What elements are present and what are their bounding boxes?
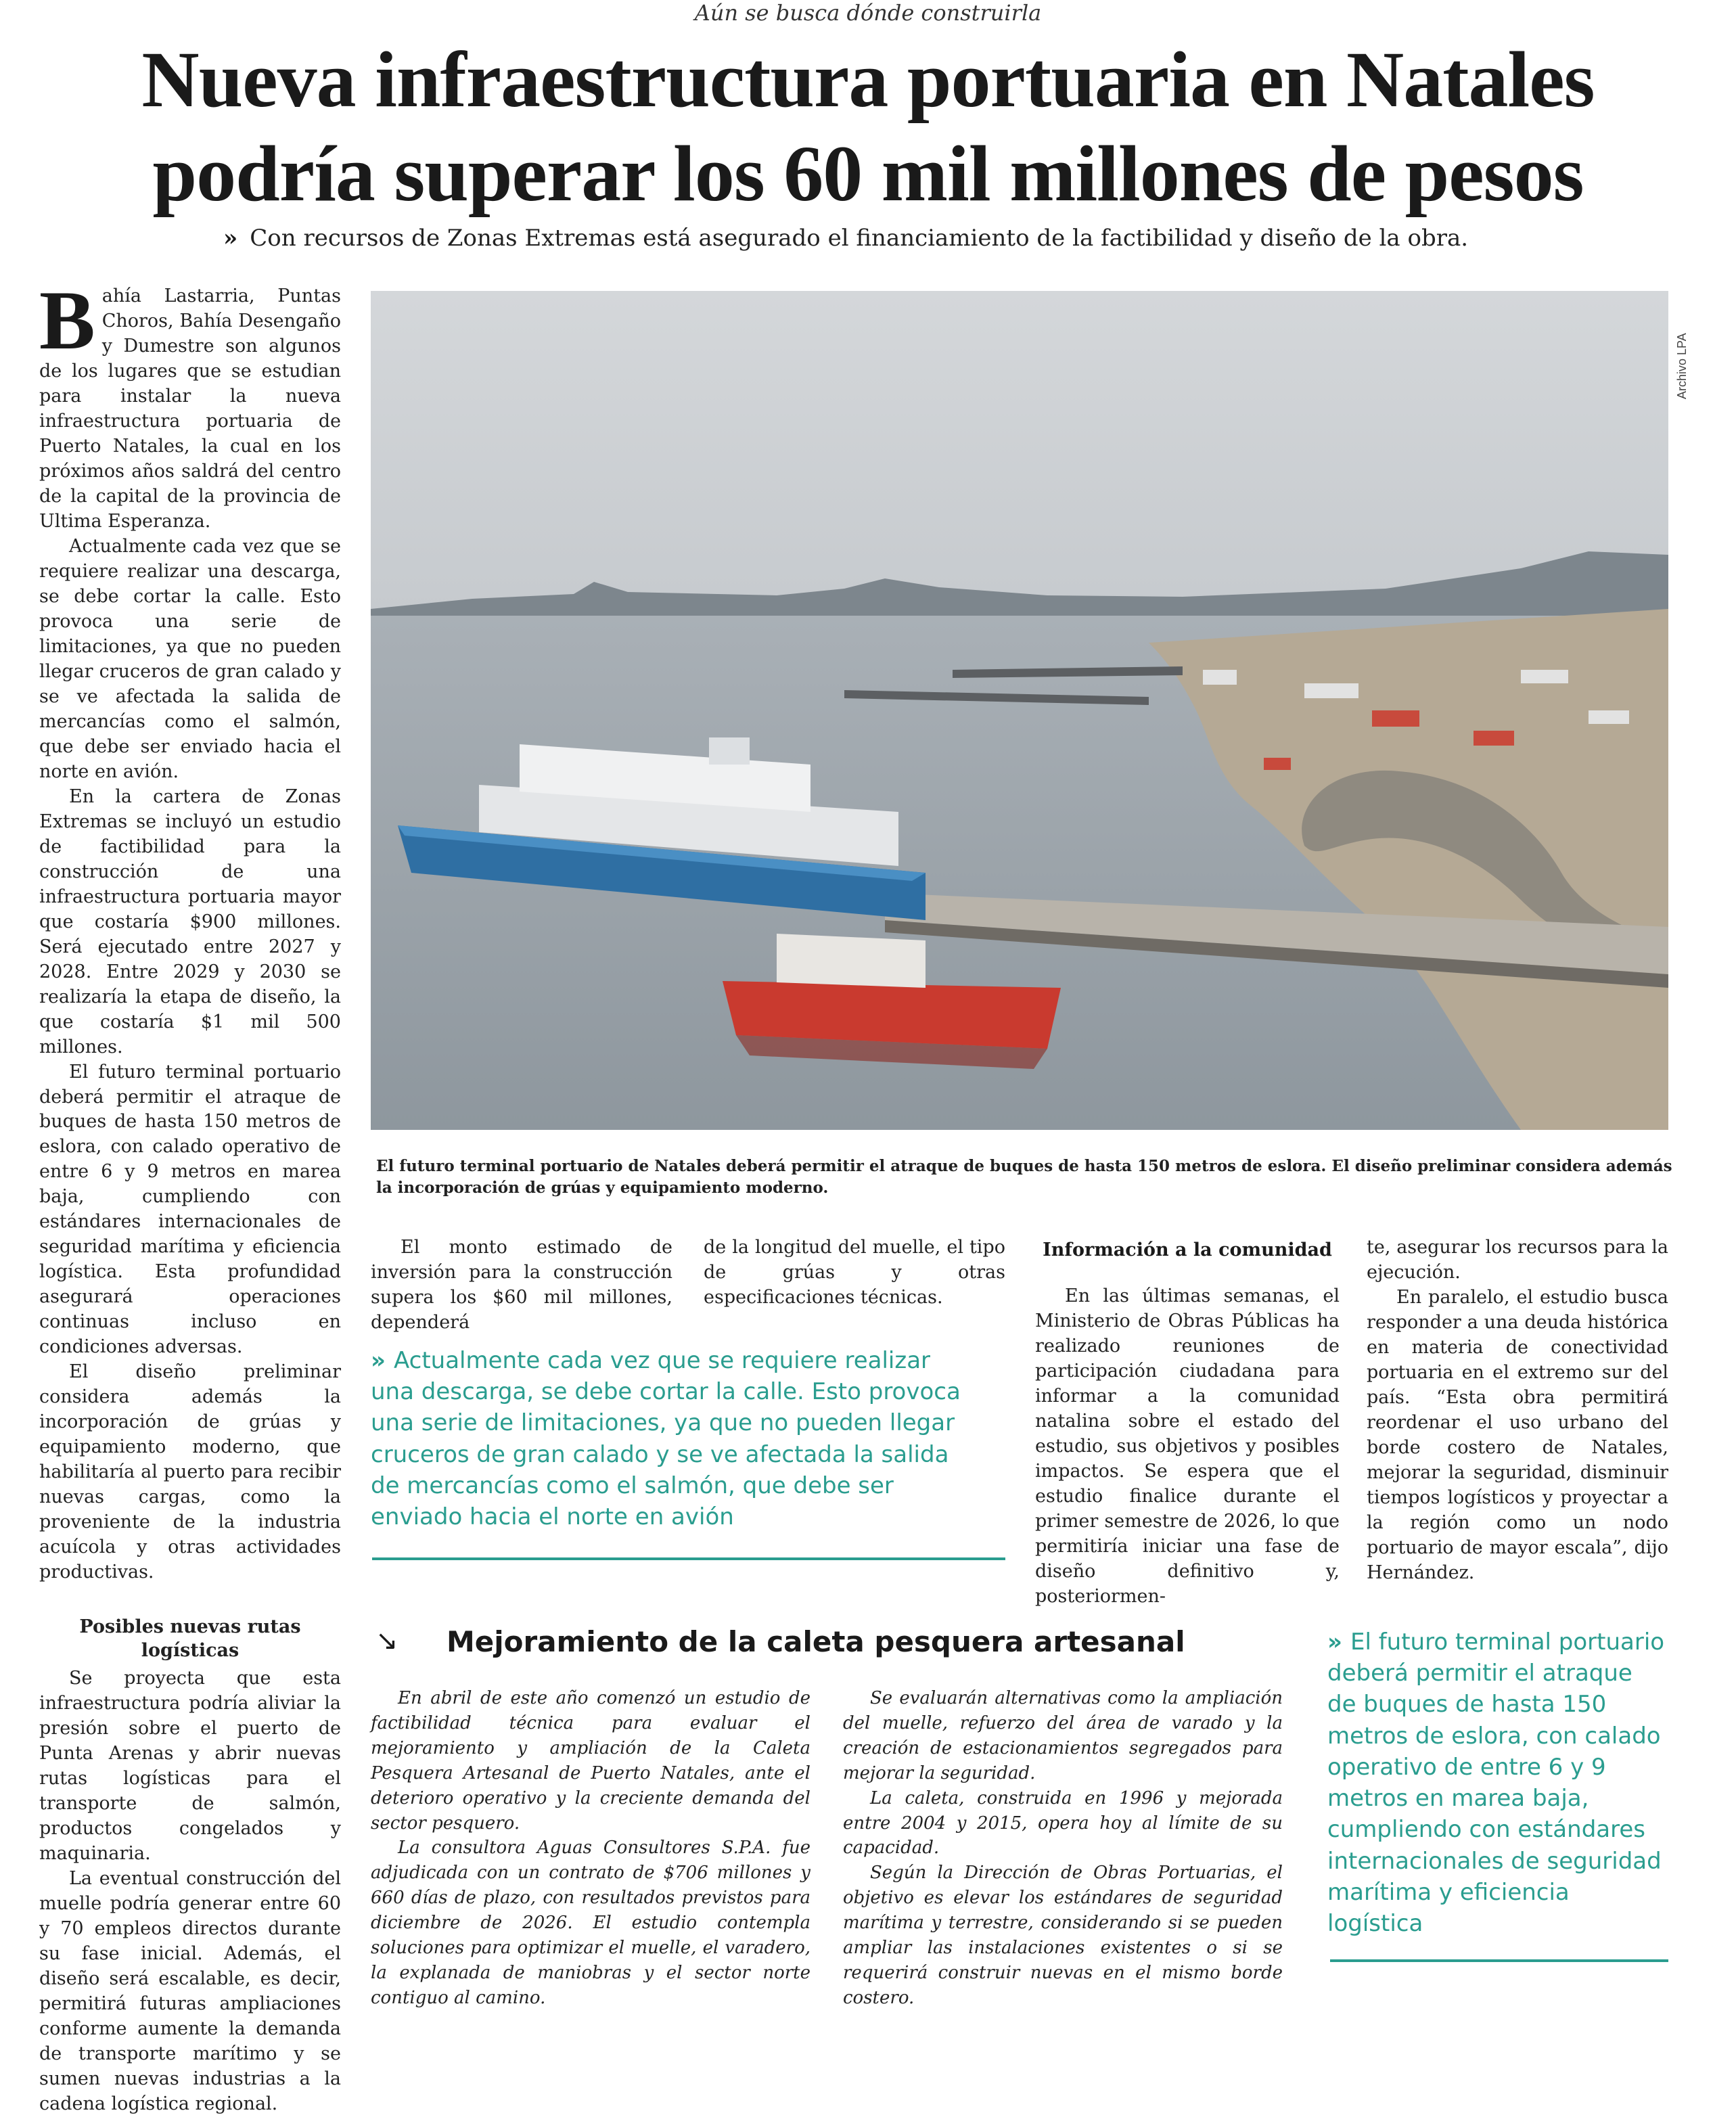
paragraph: Se proyecta que esta infraestructura podría aliviar la presión sobre el puerto de Punta Arenas y abrir nuevas rutas logísticas para el transporte de salmón, productos congelados y maquinaria. xyxy=(39,1668,341,1865)
pull-quote-2: » El futuro terminal portuario deberá permitir el atraque de buques de hasta 150 metros de eslora, con calado operativo de entre 6 y 9 metros en marea baja, cumpliendo con estándares internacionales de seguridad marítima y eficiencia logística xyxy=(1327,1629,1665,1938)
subhead-text: Con recursos de Zonas Extremas está asegurado el financiamiento de la factibilidad y diseño de la obra. xyxy=(250,225,1469,252)
harbor-photo-illustration xyxy=(371,291,1668,1130)
article-column-2 xyxy=(371,1235,672,1336)
divider xyxy=(372,1557,1005,1560)
paragraph: Bahía Lastarria, Puntas Choros, Bahía Desengaño y Dumestre son algunos de los lugares que se estudian para instalar la nueva infraestructura portuaria de Puerto Natales, la cual en los próximos años saldrá del centro de la capital de la provincia de Ultima Esperanza. xyxy=(39,274,341,532)
chevron-right-icon: » xyxy=(223,225,238,252)
paragraph: Se evaluarán alternativas como la ampliación del muelle, refuerzo del área de varado y la creación de estacionamientos segregados para mejorar la seguridad. xyxy=(843,1688,1283,1783)
headline-line-2: podría superar los 60 mil millones de pesos xyxy=(152,129,1584,219)
section-subtitle: Información a la comunidad xyxy=(1043,1239,1332,1260)
paragraph: El futuro terminal portuario deberá permitir el atraque de buques de hasta 150 metros de eslora, con calado operativo de entre 6 y 9 metros en marea baja, cumpliendo con estándares internacionales de seguridad marítima y eficiencia logística. Esta profundidad asegurará operaciones continuas incluso en condiciones adversas. xyxy=(39,1061,341,1358)
pull-quote-1: » Actualmente cada vez que se requiere realizar una descarga, se debe cortar la calle. Esto provoca una serie de limitaciones, ya que no pueden llegar cruceros de gran calado y se ve afectada la salida de mercancías como el salmón, que debe ser enviado hacia el norte en avión xyxy=(371,1347,961,1531)
paragraph: te, asegurar los recursos para la ejecución. xyxy=(1367,1237,1668,1283)
paragraph: de la longitud del muelle, el tipo de grúas y otras especificaciones técnicas. xyxy=(704,1237,1005,1308)
box-title: Mejoramiento de la caleta pesquera artesanal xyxy=(447,1625,1185,1658)
drop-cap: B xyxy=(39,274,95,367)
box-column-left xyxy=(371,1686,810,2011)
paragraph: La consultora Aguas Consultores S.P.A. fue adjudicada con un contrato de $706 millones y 660 días de plazo, con resultados previstos para diciembre de 2026. El estudio contempla soluciones para optimizar el muelle, el varadero, la explanada de maniobras y el sector norte contiguo al camino. xyxy=(371,1838,810,2008)
subhead xyxy=(223,225,1576,252)
section-subtitle: Posibles nuevas rutas logísticas xyxy=(79,1616,301,1662)
kicker: Aún se busca dónde construirla xyxy=(694,0,1042,26)
paragraph: El monto estimado de inversión para la construcción supera los $60 mil millones, dependerá xyxy=(371,1237,672,1333)
divider xyxy=(1330,1959,1668,1962)
box-column-right xyxy=(843,1686,1283,2011)
paragraph: La caleta, construida en 1996 y mejorada entre 2004 y 2015, opera hoy al límite de su capacidad. xyxy=(843,1788,1283,1859)
chevron-right-icon: » xyxy=(1327,1629,1342,1656)
article-column-1 xyxy=(39,274,341,2117)
paragraph: El diseño preliminar considera además la incorporación de grúas y equipamiento moderno, que habilitaría al puerto para recibir nuevas cargas, como la proveniente de la industria acuícola y otras actividades productivas. xyxy=(39,1361,341,1583)
paragraph: Según la Dirección de Obras Portuarias, el objetivo es elevar los estándares de seguridad marítima y terrestre, considerando si se pueden ampliar las instalaciones existentes o si se requerirá construir nuevas en el mismo borde costero. xyxy=(843,1863,1283,2008)
headline xyxy=(54,32,1682,221)
arrow-down-right-icon: ↘ xyxy=(375,1625,398,1656)
paragraph: La eventual construcción del muelle podría generar entre 60 y 70 empleos directos durante su fase inicial. Además, el diseño será escalable, es decir, permitirá futuras ampliaciones conforme aumente la demanda de transporte marítimo y se sumen nuevas industrias a la cadena logística regional. xyxy=(39,1868,341,2115)
chevron-right-icon: » xyxy=(371,1347,386,1374)
article-column-5 xyxy=(1367,1235,1668,1586)
harbor-photo xyxy=(371,291,1668,1130)
article-column-4 xyxy=(1035,1284,1340,1610)
photo-credit: Archivo LPA xyxy=(1675,333,1689,399)
paragraph: En la cartera de Zonas Extremas se incluyó un estudio de factibilidad para la construcción de una infraestructura portuaria mayor que costaría $900 millones. Será ejecutado entre 2027 y 2028. Entre 2029 y 2030 se realizaría la etapa de diseño, la que costaría $1 mil 500 millones. xyxy=(39,786,341,1057)
headline-line-1: Nueva infraestructura portuaria en Natales xyxy=(141,35,1595,124)
paragraph: En abril de este año comenzó un estudio de factibilidad técnica para evaluar el mejoramiento y ampliación de la Caleta Pesquera Artesanal de Puerto Natales, ante el deterioro operativo y la creciente demanda del sector pesquero. xyxy=(371,1688,810,1834)
paragraph: En las últimas semanas, el Ministerio de Obras Públicas ha realizado reuniones de participación ciudadana para informar a la comunidad natalina sobre el estado del estudio, sus objetivos y posibles impactos. Se espera que el estudio finalice durante el primer semestre de 2026, lo que permitiría iniciar una fase de diseño definitivo y, posteriormen- xyxy=(1035,1285,1340,1607)
photo-caption: El futuro terminal portuario de Natales deberá permitir el atraque de buques de hasta 150 metros de eslora. El diseño preliminar considera además la incorporación de grúas y equipamiento moderno. xyxy=(376,1157,1672,1197)
paragraph: En paralelo, el estudio busca responder a una deuda histórica en materia de conectividad portuaria en el extremo sur del país. “Esta obra permitirá reordenar el uso urbano del borde costero de Natales, mejorar la seguridad, disminuir tiempos logísticos y proyectar a la región como un nodo portuario de mayor escala”, dijo Hernández. xyxy=(1367,1286,1668,1583)
article-column-3 xyxy=(704,1235,1005,1311)
paragraph: Actualmente cada vez que se requiere realizar una descarga, se debe cortar la calle. Esto provoca una serie de limitaciones, ya que no pueden llegar cruceros de gran calado y se ve afectada la salida de mercancías como el salmón, que debe ser enviado hacia el norte en avión. xyxy=(39,535,341,782)
